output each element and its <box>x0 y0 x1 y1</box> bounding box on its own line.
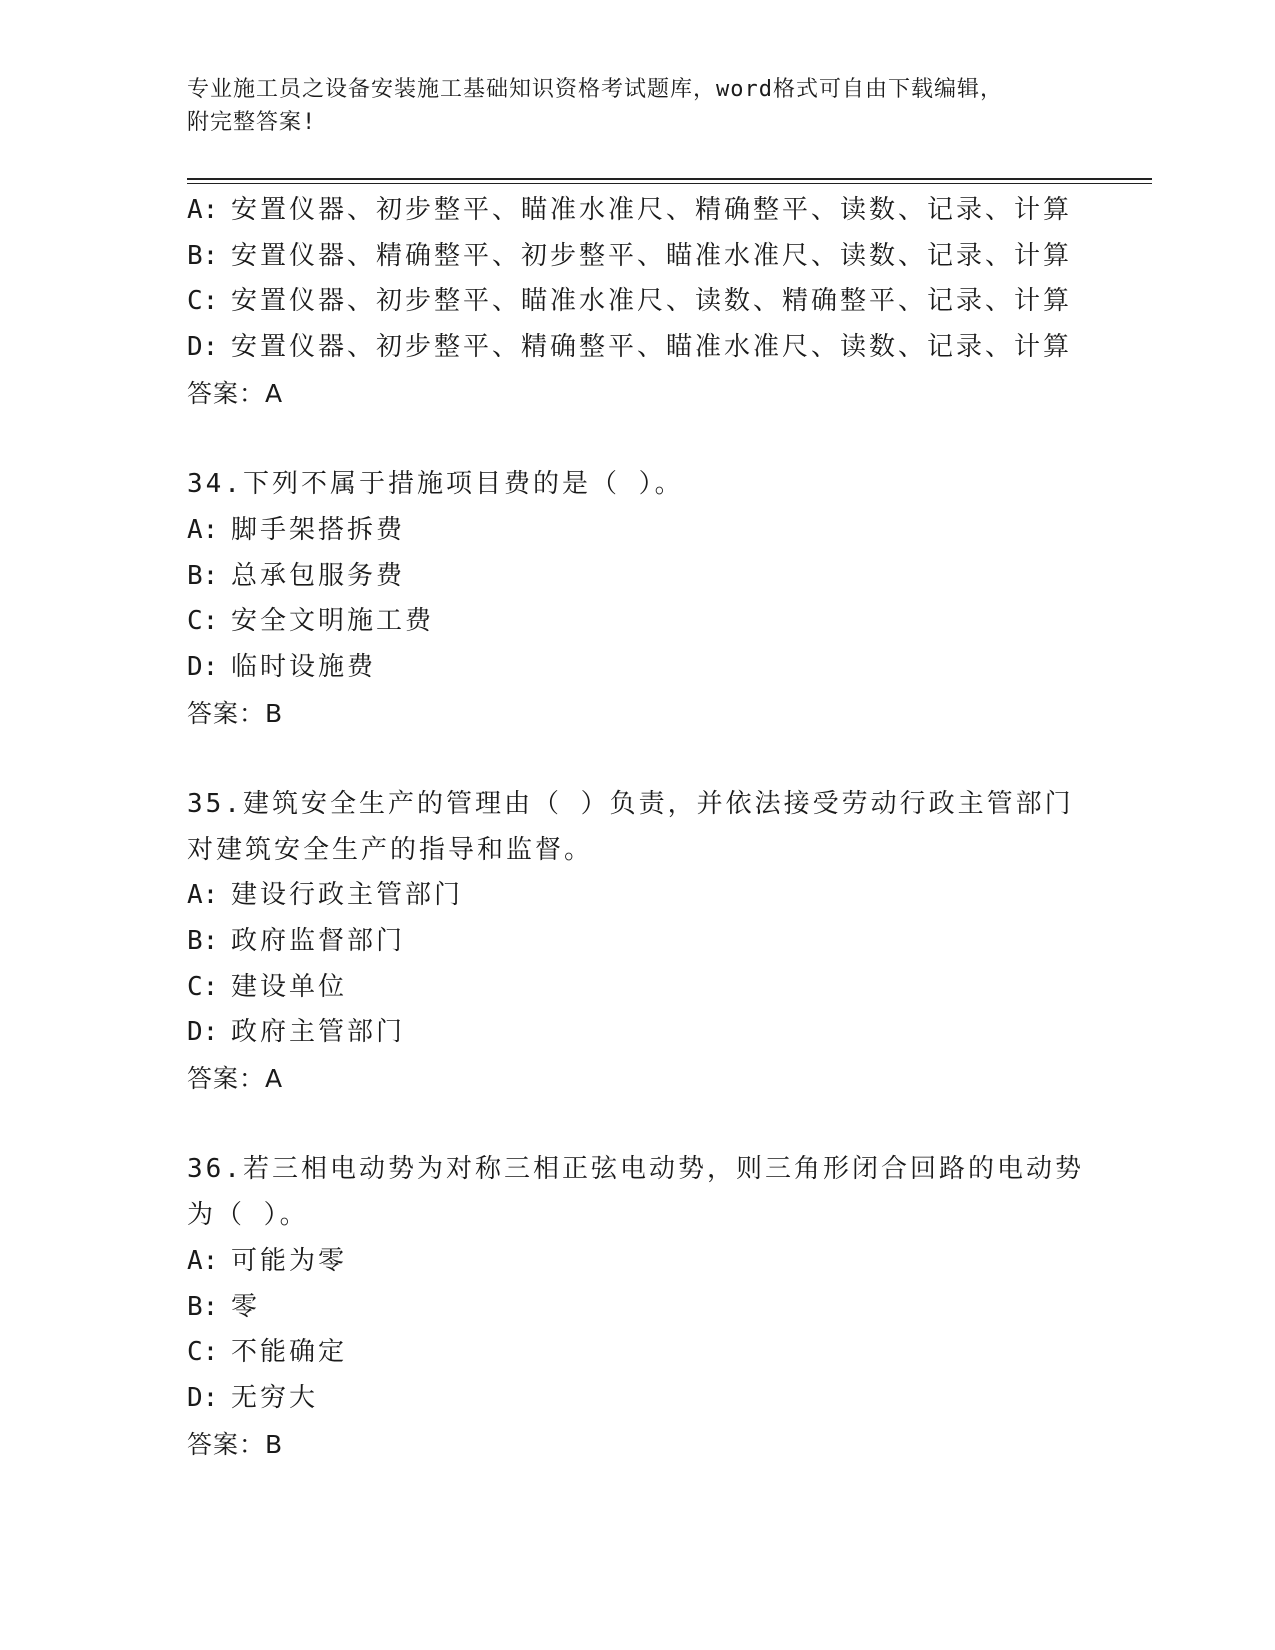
answer-key: 答案：A <box>187 378 284 408</box>
option-key: B: <box>187 1291 219 1322</box>
answer-option <box>187 645 1087 691</box>
answer-option <box>187 965 1087 1011</box>
option-text: 建设单位 <box>231 971 348 1002</box>
option-key: A: <box>187 514 219 545</box>
option-text: 政府监督部门 <box>231 926 406 956</box>
option-text: 脚手架搭拆费 <box>231 514 406 545</box>
document-header <box>187 73 1067 139</box>
question-block <box>187 782 1087 1148</box>
answer-option <box>187 919 1087 965</box>
block-spacer <box>187 736 1087 782</box>
option-key: D: <box>187 332 219 363</box>
answer-key: 答案：B <box>187 698 284 728</box>
question-stem: 35.建筑安全生产的管理由（ ）负责，并依法接受劳动行政主管部门 <box>187 788 1074 819</box>
header-rule-thin <box>187 183 1152 184</box>
answer-key: 答案：B <box>187 1429 284 1459</box>
question-stem: 36.若三相电动势为对称三相正弦电动势，则三角形闭合回路的电动势 <box>187 1154 1084 1185</box>
header-line-2: 附完整答案! <box>187 110 317 135</box>
option-text: 安置仪器、精确整平、初步整平、瞄准水准尺、读数、记录、计算 <box>231 240 1073 271</box>
header-line-1: 专业施工员之设备安装施工基础知识资格考试题库，word格式可自由下载编辑， <box>187 77 1003 102</box>
question-stem: 对建筑安全生产的指导和监督。 <box>187 834 594 865</box>
option-key: B: <box>187 926 219 956</box>
option-text: 可能为零 <box>231 1245 348 1276</box>
answer-option <box>187 873 1087 919</box>
answer-option <box>187 1285 1087 1331</box>
option-key: D: <box>187 1017 219 1048</box>
answer-option <box>187 279 1087 325</box>
option-text: 不能确定 <box>231 1337 348 1368</box>
option-text: 总承包服务费 <box>231 560 406 591</box>
option-key: D: <box>187 1382 219 1413</box>
option-key: C: <box>187 606 219 637</box>
block-spacer <box>187 416 1087 462</box>
question-list <box>187 188 1087 1467</box>
option-text: 政府主管部门 <box>231 1017 406 1048</box>
option-text: 建设行政主管部门 <box>231 880 464 911</box>
question-block <box>187 1147 1087 1467</box>
answer-option <box>187 508 1087 554</box>
answer-option <box>187 188 1087 234</box>
option-key: A: <box>187 1245 219 1276</box>
question-stem: 34.下列不属于措施项目费的是（ ）。 <box>187 469 684 500</box>
answer-option <box>187 1376 1087 1422</box>
option-key: B: <box>187 240 219 271</box>
option-key: D: <box>187 651 219 682</box>
answer-option <box>187 1330 1087 1376</box>
option-key: C: <box>187 286 219 317</box>
option-text: 安置仪器、初步整平、瞄准水准尺、精确整平、读数、记录、计算 <box>231 195 1073 225</box>
option-text: 临时设施费 <box>231 651 377 682</box>
option-text: 安置仪器、初步整平、精确整平、瞄准水准尺、读数、记录、计算 <box>231 332 1073 363</box>
answer-option <box>187 234 1087 280</box>
option-text: 无穷大 <box>231 1382 319 1413</box>
question-block <box>187 188 1087 462</box>
header-rule-thick <box>187 178 1152 180</box>
option-key: A: <box>187 195 219 225</box>
block-spacer <box>187 1102 1087 1148</box>
answer-option <box>187 1010 1087 1056</box>
answer-option <box>187 1239 1087 1285</box>
answer-option <box>187 325 1087 371</box>
option-key: C: <box>187 971 219 1002</box>
question-block <box>187 462 1087 782</box>
answer-key: 答案：A <box>187 1064 284 1094</box>
option-key: A: <box>187 880 219 911</box>
option-key: B: <box>187 560 219 591</box>
option-text: 安全文明施工费 <box>231 606 435 637</box>
option-text: 零 <box>231 1291 261 1322</box>
answer-option <box>187 599 1087 645</box>
option-key: C: <box>187 1337 219 1368</box>
option-text: 安置仪器、初步整平、瞄准水准尺、读数、精确整平、记录、计算 <box>231 286 1073 317</box>
question-stem: 为（ ）。 <box>187 1200 309 1231</box>
answer-option <box>187 554 1087 600</box>
